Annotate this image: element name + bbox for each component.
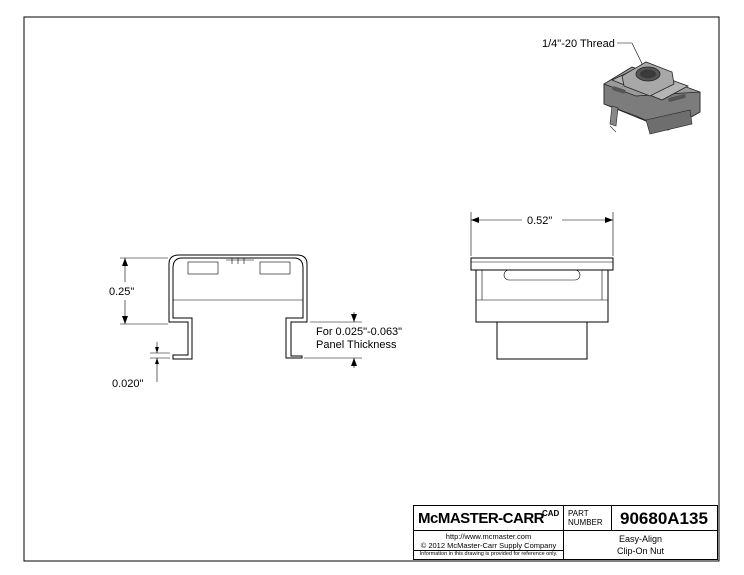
company-url: http://www.mcmaster.com [445, 532, 532, 541]
cad-mark: CAD [542, 509, 560, 518]
thread-callout: 1/4"-20 Thread [542, 38, 615, 50]
part-number-cell [612, 506, 717, 531]
info-cell [414, 531, 564, 560]
description-cell [564, 531, 717, 560]
front-view [471, 212, 613, 359]
panel-note-line2: Panel Thickness [316, 339, 397, 351]
thickness-dimension-label: 0.020" [112, 378, 144, 390]
height-dimension-label: 0.25" [109, 286, 135, 298]
description-line1: Easy-Align [618, 534, 663, 544]
part-label: PART [568, 509, 589, 518]
copyright: © 2012 McMaster-Carr Supply Company [420, 541, 557, 550]
part-number: 90680A135 [620, 509, 708, 528]
disclaimer: Information in this drawing is provided for reference only. [419, 551, 558, 557]
part-label-cell [564, 506, 612, 531]
company-logo: McMASTER-CARR [418, 510, 544, 527]
title-block [413, 505, 718, 560]
isometric-view [542, 38, 700, 134]
width-dimension-label: 0.52" [527, 215, 553, 227]
side-profile [169, 255, 307, 359]
logo-cell [414, 506, 564, 531]
side-view [109, 255, 402, 390]
description-line2: Clip-On Nut [616, 546, 664, 556]
panel-note-line1: For 0.025"-0.063" [316, 326, 403, 338]
number-label: NUMBER [568, 518, 603, 527]
